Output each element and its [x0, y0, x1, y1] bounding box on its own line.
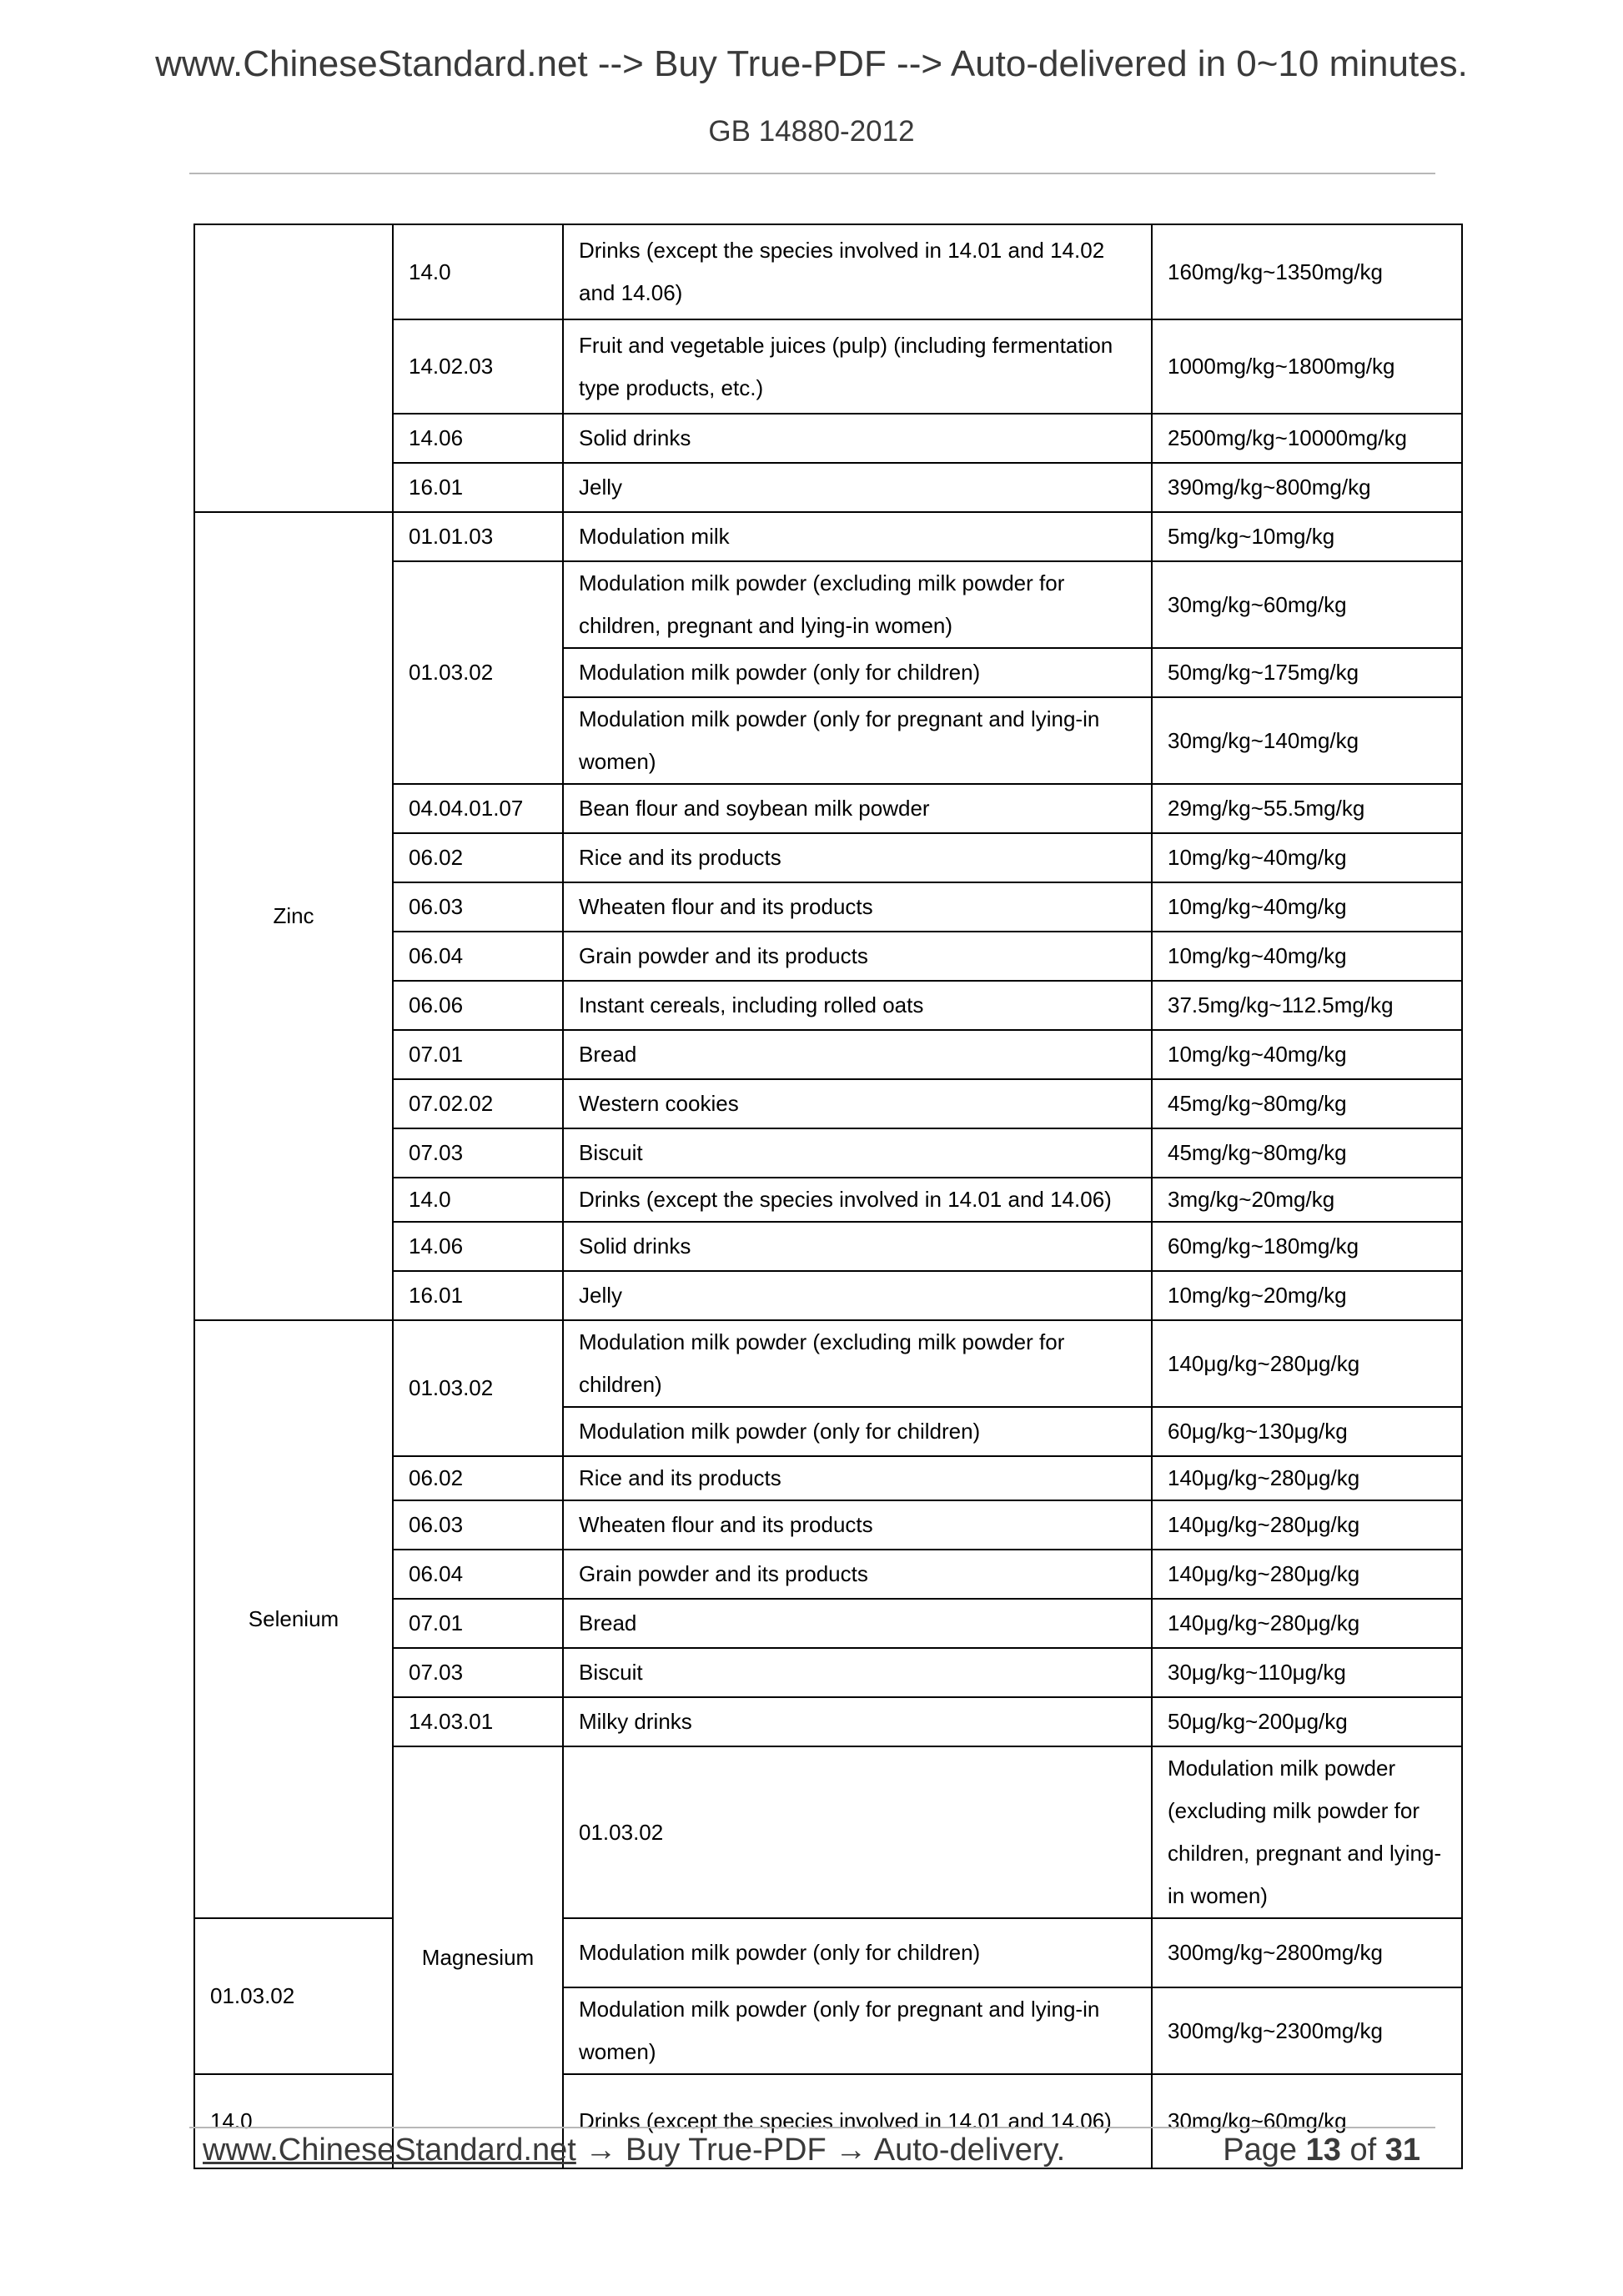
food-code-cell: 07.02.02	[393, 1079, 563, 1128]
food-code-cell: 16.01	[393, 1271, 563, 1320]
page-label: Page	[1223, 2133, 1298, 2168]
food-category-cell: Modulation milk powder (only for children)	[563, 1407, 1152, 1456]
food-category-cell: Modulation milk powder (only for children)	[563, 1918, 1152, 1987]
food-category-cell: Jelly	[563, 463, 1152, 512]
food-category-cell: Solid drinks	[563, 414, 1152, 463]
food-category-cell: Rice and its products	[563, 833, 1152, 882]
food-code-cell: 06.02	[393, 1456, 563, 1500]
food-category-cell: Drinks (except the species involved in 14.01 and 14.06)	[563, 1178, 1152, 1222]
usage-range-cell: 37.5mg/kg~112.5mg/kg	[1152, 981, 1462, 1030]
food-code-cell: 07.01	[393, 1030, 563, 1079]
usage-range-cell: 10mg/kg~20mg/kg	[1152, 1271, 1462, 1320]
of-label: of	[1349, 2133, 1377, 2168]
usage-range-cell: 140μg/kg~280μg/kg	[1152, 1456, 1462, 1500]
food-code-cell: 16.01	[393, 463, 563, 512]
food-code-cell: 07.01	[393, 1599, 563, 1648]
usage-range-cell: 160mg/kg~1350mg/kg	[1152, 224, 1462, 319]
food-code-cell: 14.06	[393, 1222, 563, 1271]
usage-range-cell: 45mg/kg~80mg/kg	[1152, 1128, 1462, 1178]
food-code-cell: 01.01.03	[393, 512, 563, 561]
food-category-cell: Western cookies	[563, 1079, 1152, 1128]
total-pages: 31	[1384, 2133, 1420, 2168]
usage-range-cell: 60mg/kg~180mg/kg	[1152, 1222, 1462, 1271]
food-category-cell: Modulation milk	[563, 512, 1152, 561]
food-category-cell: Milky drinks	[563, 1697, 1152, 1746]
usage-range-cell: 1000mg/kg~1800mg/kg	[1152, 319, 1462, 414]
usage-range-cell: 300mg/kg~2800mg/kg	[1152, 1918, 1462, 1987]
food-code-cell: 01.03.02	[563, 1746, 1152, 1918]
document-number: GB 14880-2012	[708, 115, 915, 148]
usage-range-cell: 2500mg/kg~10000mg/kg	[1152, 414, 1462, 463]
food-category-cell: Bean flour and soybean milk powder	[563, 784, 1152, 833]
food-code-cell: 06.02	[393, 833, 563, 882]
food-code-cell: 01.03.02	[393, 561, 563, 784]
food-category-cell: Biscuit	[563, 1648, 1152, 1697]
food-category-cell: Modulation milk powder (excluding milk powder for children, pregnant and lying-in women)	[1152, 1746, 1462, 1918]
header-banner: www.ChineseStandard.net --> Buy True-PDF --> Auto-delivered in 0~10 minutes.	[155, 43, 1468, 84]
food-code-cell: 06.06	[393, 981, 563, 1030]
food-code-cell: 14.0	[194, 2074, 393, 2168]
food-code-cell: 06.04	[393, 932, 563, 981]
food-category-cell: Modulation milk powder (only for pregnant and lying-in women)	[563, 1987, 1152, 2074]
arrow-right-icon: →	[835, 2133, 867, 2168]
nutrient-cell-magnesium: Magnesium	[393, 1746, 563, 2168]
food-code-cell: 01.03.02	[194, 1918, 393, 2074]
usage-range-cell: 50μg/kg~200μg/kg	[1152, 1697, 1462, 1746]
usage-range-cell: 3mg/kg~20mg/kg	[1152, 1178, 1462, 1222]
food-category-cell: Bread	[563, 1030, 1152, 1079]
usage-range-cell: 5mg/kg~10mg/kg	[1152, 512, 1462, 561]
fortification-table	[193, 224, 1463, 2169]
food-category-cell: Jelly	[563, 1271, 1152, 1320]
usage-range-cell: 10mg/kg~40mg/kg	[1152, 932, 1462, 981]
usage-range-cell: 390mg/kg~800mg/kg	[1152, 463, 1462, 512]
food-code-cell: 14.0	[393, 1178, 563, 1222]
food-category-cell: Solid drinks	[563, 1222, 1152, 1271]
usage-range-cell: 10mg/kg~40mg/kg	[1152, 882, 1462, 932]
food-category-cell: Modulation milk powder (only for pregnant and lying-in women)	[563, 697, 1152, 784]
footer-site-link[interactable]: www.ChineseStandard.net	[203, 2133, 576, 2168]
food-category-cell: Instant cereals, including rolled oats	[563, 981, 1152, 1030]
food-category-cell: Grain powder and its products	[563, 932, 1152, 981]
usage-range-cell: 140μg/kg~280μg/kg	[1152, 1599, 1462, 1648]
usage-range-cell: 30mg/kg~140mg/kg	[1152, 697, 1462, 784]
footer-divider	[189, 2127, 1435, 2128]
food-category-cell: Modulation milk powder (excluding milk powder for children, pregnant and lying-in women)	[563, 561, 1152, 648]
food-category-cell: Drinks (except the species involved in 14.01 and 14.02 and 14.06)	[563, 224, 1152, 319]
food-code-cell: 01.03.02	[393, 1320, 563, 1456]
page-number: 13	[1305, 2133, 1341, 2168]
food-category-cell: Biscuit	[563, 1128, 1152, 1178]
usage-range-cell: 10mg/kg~40mg/kg	[1152, 833, 1462, 882]
footer-breadcrumb	[203, 2133, 1065, 2168]
food-code-cell: 06.03	[393, 1500, 563, 1550]
table-row	[194, 1918, 1462, 1987]
nutrient-cell-zinc: Zinc	[194, 512, 393, 1320]
food-code-cell: 07.03	[393, 1128, 563, 1178]
food-category-cell: Rice and its products	[563, 1456, 1152, 1500]
usage-range-cell: 30μg/kg~110μg/kg	[1152, 1648, 1462, 1697]
usage-range-cell: 60μg/kg~130μg/kg	[1152, 1407, 1462, 1456]
food-category-cell: Wheaten flour and its products	[563, 1500, 1152, 1550]
food-category-cell: Modulation milk powder (only for children)	[563, 648, 1152, 697]
table-row	[194, 224, 1462, 319]
food-code-cell: 06.03	[393, 882, 563, 932]
food-code-cell: 06.04	[393, 1550, 563, 1599]
arrow-right-icon: →	[585, 2133, 617, 2168]
food-code-cell: 14.06	[393, 414, 563, 463]
food-category-cell: Bread	[563, 1599, 1152, 1648]
usage-range-cell: 30mg/kg~60mg/kg	[1152, 561, 1462, 648]
usage-range-cell: 140μg/kg~280μg/kg	[1152, 1320, 1462, 1407]
page-indicator	[1223, 2133, 1420, 2168]
usage-range-cell: 50mg/kg~175mg/kg	[1152, 648, 1462, 697]
usage-range-cell: 45mg/kg~80mg/kg	[1152, 1079, 1462, 1128]
footer-step-delivery: Auto-delivery.	[873, 2133, 1066, 2168]
food-category-cell: Wheaten flour and its products	[563, 882, 1152, 932]
food-code-cell: 07.03	[393, 1648, 563, 1697]
header-divider	[189, 173, 1435, 174]
usage-range-cell: 30mg/kg~60mg/kg	[1152, 2074, 1462, 2168]
food-category-cell: Fruit and vegetable juices (pulp) (including fermentation type products, etc.)	[563, 319, 1152, 414]
food-category-cell: Modulation milk powder (excluding milk powder for children)	[563, 1320, 1152, 1407]
food-code-cell: 14.02.03	[393, 319, 563, 414]
usage-range-cell: 29mg/kg~55.5mg/kg	[1152, 784, 1462, 833]
food-category-cell: Grain powder and its products	[563, 1550, 1152, 1599]
food-category-cell: Drinks (except the species involved in 14.01 and 14.06)	[563, 2074, 1152, 2168]
nutrient-cell-selenium: Selenium	[194, 1320, 393, 1918]
usage-range-cell: 140μg/kg~280μg/kg	[1152, 1500, 1462, 1550]
usage-range-cell: 300mg/kg~2300mg/kg	[1152, 1987, 1462, 2074]
table-row	[194, 512, 1462, 561]
table-row	[194, 1320, 1462, 1407]
food-code-cell: 14.03.01	[393, 1697, 563, 1746]
food-code-cell: 14.0	[393, 224, 563, 319]
nutrient-cell-continued	[194, 224, 393, 512]
usage-range-cell: 140μg/kg~280μg/kg	[1152, 1550, 1462, 1599]
footer-step-buy: Buy True-PDF	[625, 2133, 827, 2168]
usage-range-cell: 10mg/kg~40mg/kg	[1152, 1030, 1462, 1079]
food-code-cell: 04.04.01.07	[393, 784, 563, 833]
